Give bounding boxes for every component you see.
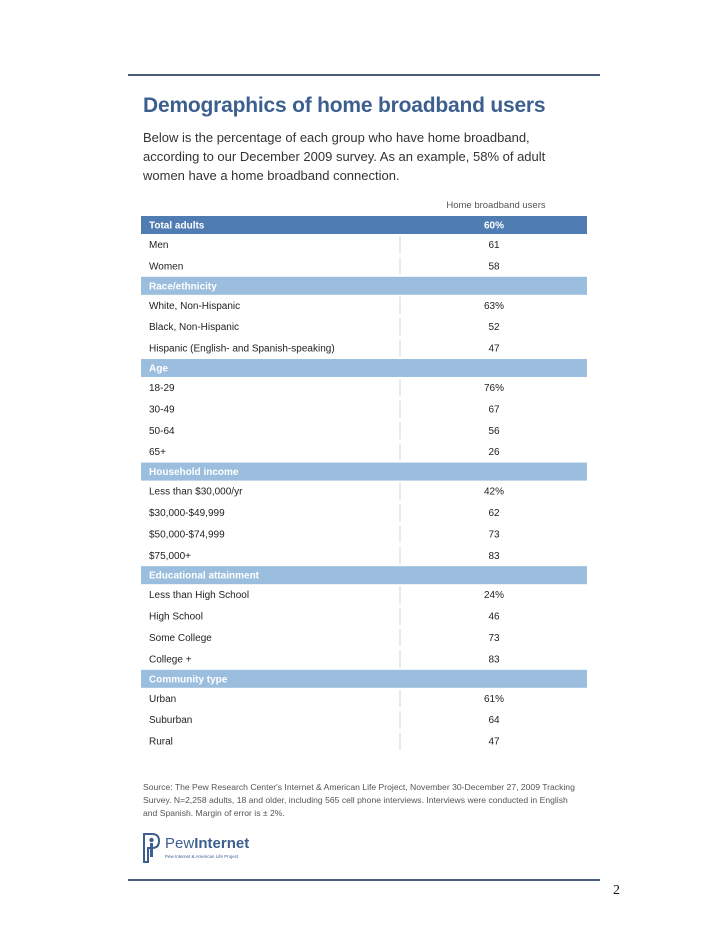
- row-label: Less than $30,000/yr: [149, 486, 243, 498]
- row-label: 65+: [149, 447, 166, 459]
- pew-internet-logo: [141, 832, 281, 866]
- logo-name: PewInternet: [165, 835, 250, 852]
- row-label: Black, Non-Hispanic: [149, 322, 240, 334]
- row-value: 67: [488, 404, 500, 416]
- row-value: 61%: [483, 693, 505, 705]
- logo-tagline: Pew Internet & American Life Project: [165, 854, 239, 859]
- row-value: 83: [488, 550, 500, 562]
- row-value: 47: [488, 736, 500, 748]
- total-header-value: 60%: [483, 220, 505, 232]
- group-header-label: Household income: [149, 467, 239, 479]
- row-value: 64: [488, 715, 500, 727]
- row-value: 63%: [483, 300, 505, 312]
- group-header-label: Age: [149, 363, 168, 375]
- row-value: 73: [488, 633, 500, 644]
- row-label: White, Non-Hispanic: [149, 300, 241, 312]
- row-value: 83: [488, 654, 500, 666]
- group-header-bar: [141, 359, 587, 377]
- row-label: Less than High School: [149, 590, 250, 602]
- row-value: 61: [488, 240, 500, 251]
- broadband-table: [128, 76, 600, 776]
- total-header-label: Total adults: [149, 220, 205, 232]
- row-label: Hispanic (English- and Spanish-speaking): [149, 343, 335, 355]
- group-header-label: Educational attainment: [149, 570, 260, 582]
- page-number: 2: [613, 883, 620, 898]
- row-label: College +: [149, 654, 192, 666]
- row-value: 73: [488, 529, 500, 541]
- row-value: 52: [488, 322, 500, 334]
- figure-subtitle: Below is the percentage of each group who have home broadband, according to our December 2009 survey. As an example, 58% of adult women have a home broadband connection.: [143, 130, 546, 183]
- column-header: Home broadband users: [446, 200, 546, 211]
- row-label: Men: [149, 240, 169, 251]
- row-label: $30,000-$49,999: [149, 508, 225, 519]
- row-value: 58: [488, 261, 500, 273]
- row-label: Suburban: [149, 715, 193, 727]
- row-label: Some College: [149, 633, 212, 644]
- total-header-bar: [141, 216, 587, 234]
- row-label: 50-64: [149, 425, 175, 437]
- row-label: Urban: [149, 693, 177, 705]
- row-value: 76%: [483, 383, 505, 394]
- pew-logo-icon: [141, 832, 161, 864]
- row-value: 42%: [483, 486, 505, 498]
- row-label: Rural: [149, 736, 173, 748]
- row-label: 30-49: [149, 404, 175, 416]
- figure-card: [128, 74, 600, 881]
- figure-title: Demographics of home broadband users: [143, 94, 546, 117]
- row-value: 24%: [483, 590, 505, 602]
- row-label: High School: [149, 611, 203, 623]
- group-header-label: Race/ethnicity: [149, 281, 217, 293]
- row-value: 47: [488, 343, 500, 355]
- row-value: 46: [488, 611, 500, 623]
- group-header-label: Community type: [149, 674, 228, 686]
- source-note: Source: The Pew Research Center's Internet & American Life Project, November 30-December 27, 2009 Tracking Survey. N=2,258 adults, 18 and older, including 565 cell phone interviews. Interviews were conducted in English and Spanish. Margin of error is ± 2%.: [143, 782, 575, 818]
- row-label: 18-29: [149, 383, 175, 394]
- row-value: 26: [488, 447, 500, 459]
- row-value: 56: [488, 425, 500, 437]
- row-label: Women: [149, 261, 184, 273]
- row-label: $50,000-$74,999: [149, 529, 225, 541]
- row-value: 62: [488, 508, 500, 519]
- row-label: $75,000+: [149, 550, 191, 562]
